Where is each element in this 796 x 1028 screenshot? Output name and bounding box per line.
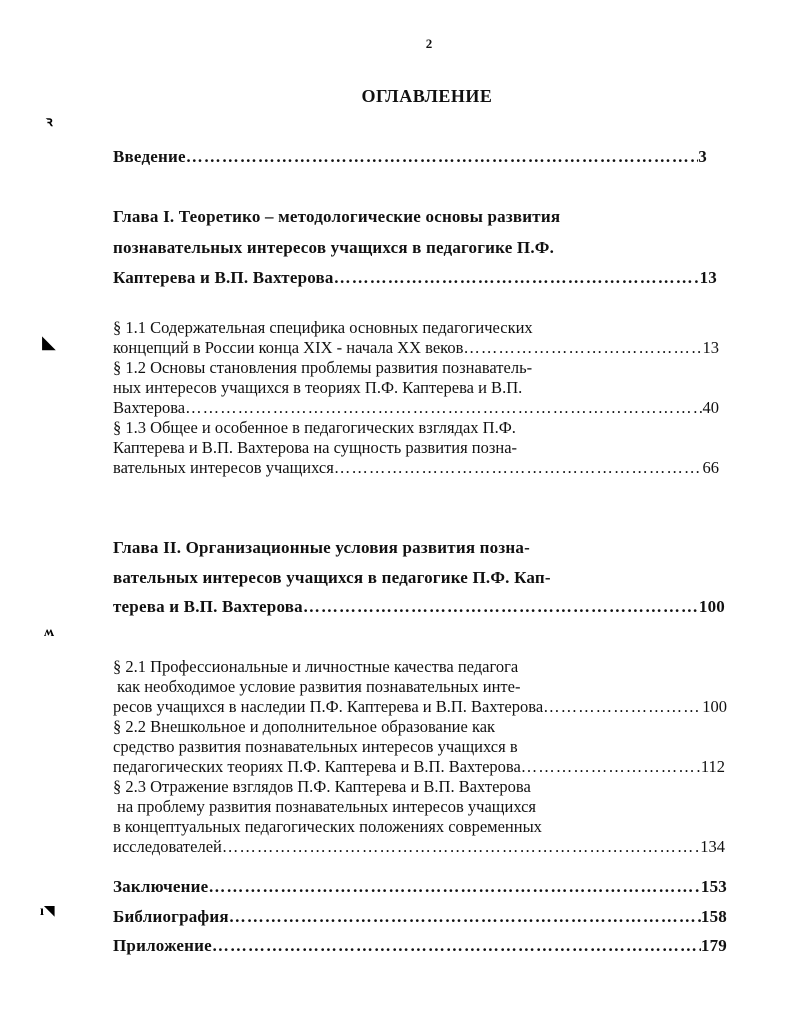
toc-page: 112 xyxy=(700,757,725,776)
dot-leader xyxy=(303,597,699,617)
toc-entry-section-2-1[interactable] xyxy=(113,697,727,717)
section-1-2-line-1: § 1.2 Основы становления проблемы развития познаватель- xyxy=(113,358,533,377)
toc-page: 66 xyxy=(702,458,719,477)
page-title: ОГЛАВЛЕНИЕ xyxy=(361,86,493,106)
toc-page: 100 xyxy=(702,697,727,716)
dot-leader xyxy=(186,147,699,167)
toc-entry-chapter-1[interactable] xyxy=(113,268,717,288)
toc-entry-section-1-2[interactable] xyxy=(113,398,719,418)
toc-entry-bibliography[interactable] xyxy=(113,907,727,927)
toc-entry-conclusion[interactable] xyxy=(113,877,727,897)
section-1-3-line-2: Каптерева и В.П. Вахтерова на сущность развития позна- xyxy=(113,438,518,457)
dot-leader xyxy=(334,268,700,288)
dot-leader xyxy=(334,458,703,478)
section-2-3-line-1: § 2.3 Отражение взглядов П.Ф. Каптерева и В.П. Вахтерова xyxy=(113,777,531,796)
toc-label: педагогических теориях П.Ф. Каптерева и В.П. Вахтерова xyxy=(113,757,521,776)
toc-label: терева и В.П. Вахтерова xyxy=(113,597,303,616)
section-1-1-line-1: § 1.1 Содержательная специфика основных педагогических xyxy=(113,318,533,337)
section-2-2-line-1: § 2.2 Внешкольное и дополнительное образование как xyxy=(113,717,496,736)
scan-mark: ◣ xyxy=(42,332,56,352)
toc-label: Заключение xyxy=(113,877,209,896)
scan-mark: ʍ xyxy=(44,625,55,640)
toc-page: 153 xyxy=(700,877,727,896)
toc-label: Приложение xyxy=(113,936,212,955)
toc-label: концепций в России конца XIX - начала XX веков xyxy=(113,338,464,357)
toc-label: ресов учащихся в наследии П.Ф. Каптерева и В.П. Вахтерова xyxy=(113,697,544,716)
chapter-1-line-1: Глава I. Теоретико – методологические основы развития xyxy=(113,207,561,226)
toc-page: 3 xyxy=(698,147,707,166)
toc-label: Библиография xyxy=(113,907,229,926)
toc-page: 13 xyxy=(702,338,719,357)
toc-page: 179 xyxy=(700,936,727,955)
scan-mark: ı◥ xyxy=(40,904,55,919)
dot-leader xyxy=(185,398,702,418)
dot-leader xyxy=(521,757,701,777)
section-1-3-line-1: § 1.3 Общее и особенное в педагогических взглядах П.Ф. xyxy=(113,418,516,437)
scan-mark: ꝛ xyxy=(46,115,53,130)
dot-leader xyxy=(229,907,701,927)
chapter-2-line-2: вательных интересов учащихся в педагогике П.Ф. Кап- xyxy=(113,568,551,587)
toc-entry-section-1-3[interactable] xyxy=(113,458,719,478)
chapter-1-line-2: познавательных интересов учащихся в педагогике П.Ф. xyxy=(113,238,555,257)
toc-entry-section-2-3[interactable] xyxy=(113,837,725,857)
page-number: 2 xyxy=(425,36,433,51)
toc-label: Введение xyxy=(113,147,186,166)
toc-label: исследователей xyxy=(113,837,222,856)
dot-leader xyxy=(543,697,702,717)
section-2-1-line-2: как необходимое условие развития познавательных инте- xyxy=(117,677,521,696)
section-2-3-line-3: в концептуальных педагогических положениях современных xyxy=(113,817,542,836)
chapter-2-line-1: Глава II. Организационные условия развития позна- xyxy=(113,538,530,557)
section-2-2-line-2: средство развития познавательных интересов учащихся в xyxy=(113,737,518,756)
dot-leader xyxy=(212,936,701,956)
toc-page: 100 xyxy=(698,597,725,616)
dot-leader xyxy=(463,338,702,358)
dot-leader xyxy=(222,837,700,857)
section-2-3-line-2: на проблему развития познавательных интересов учащихся xyxy=(117,797,537,816)
toc-entry-appendix[interactable] xyxy=(113,936,727,956)
toc-entry-section-2-2[interactable] xyxy=(113,757,725,777)
toc-entry-section-1-1[interactable] xyxy=(113,338,719,358)
dot-leader xyxy=(208,877,700,897)
toc-label: Каптерева и В.П. Вахтерова xyxy=(113,268,334,287)
section-2-1-line-1: § 2.1 Профессиональные и личностные качества педагога xyxy=(113,657,519,676)
toc-page: 13 xyxy=(699,268,717,287)
toc-page: 158 xyxy=(700,907,727,926)
toc-label: вательных интересов учащихся xyxy=(113,458,334,477)
toc-label: Вахтерова xyxy=(113,398,186,417)
toc-page: 134 xyxy=(700,837,725,856)
toc-entry-intro[interactable] xyxy=(113,147,707,167)
toc-page: 40 xyxy=(702,398,719,417)
section-1-2-line-2: ных интересов учащихся в теориях П.Ф. Каптерева и В.П. xyxy=(113,378,523,397)
toc-entry-chapter-2[interactable] xyxy=(113,597,725,617)
